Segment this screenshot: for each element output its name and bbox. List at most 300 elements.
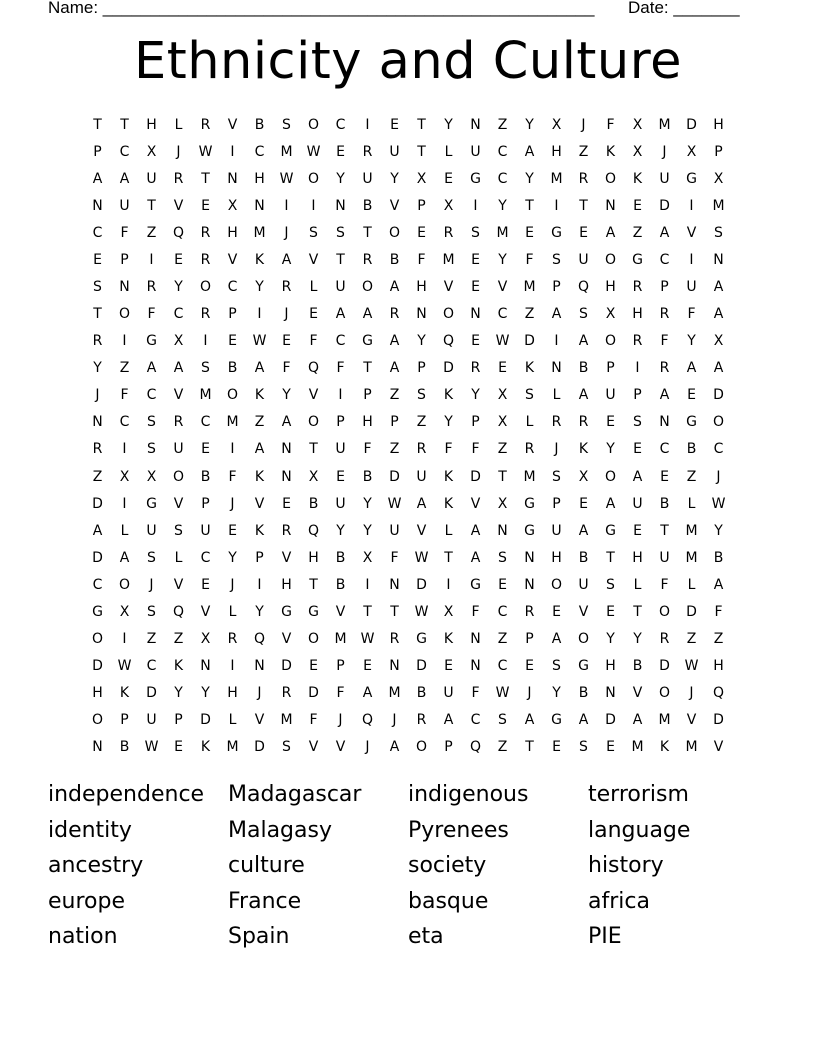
grid-letter[interactable]: X — [362, 549, 373, 566]
grid-letter[interactable]: Z — [416, 414, 427, 431]
grid-letter[interactable]: K — [119, 685, 130, 702]
grid-letter[interactable]: X — [416, 170, 427, 187]
grid-letter[interactable]: H — [416, 279, 427, 295]
grid-letter[interactable]: U — [119, 197, 130, 214]
grid-letter[interactable]: P — [714, 143, 723, 160]
grid-letter[interactable]: Y — [525, 170, 534, 187]
grid-letter[interactable]: R — [416, 712, 427, 729]
grid-letter[interactable]: Z — [497, 739, 508, 756]
grid-letter[interactable]: E — [201, 441, 210, 458]
grid-letter[interactable]: A — [605, 495, 616, 512]
grid-letter[interactable]: W — [387, 495, 402, 512]
grid-letter[interactable]: F — [525, 251, 534, 268]
grid-letter[interactable]: O — [658, 685, 671, 702]
grid-letter[interactable]: S — [579, 739, 588, 756]
grid-letter[interactable]: C — [497, 170, 508, 187]
grid-letter[interactable]: Y — [93, 360, 102, 377]
grid-letter[interactable]: E — [282, 333, 291, 350]
grid-letter[interactable]: F — [120, 387, 129, 404]
grid-letter[interactable]: V — [389, 197, 400, 214]
word-search-grid[interactable] — [84, 111, 732, 761]
grid-letter[interactable]: G — [308, 603, 319, 620]
grid-letter[interactable]: P — [120, 712, 129, 729]
grid-letter[interactable]: V — [308, 387, 319, 404]
grid-letter[interactable]: Y — [444, 116, 453, 133]
grid-letter[interactable]: N — [227, 170, 238, 187]
grid-letter[interactable]: X — [605, 306, 616, 323]
grid-letter[interactable]: Z — [713, 631, 724, 648]
grid-letter[interactable]: F — [228, 468, 237, 485]
grid-letter[interactable]: R — [470, 360, 481, 377]
grid-letter[interactable]: X — [497, 387, 508, 404]
grid-letter[interactable]: S — [282, 116, 291, 133]
grid-letter[interactable]: A — [713, 576, 724, 593]
grid-letter[interactable]: W — [495, 685, 510, 702]
grid-letter[interactable]: B — [578, 549, 589, 566]
grid-letter[interactable]: N — [416, 306, 427, 323]
grid-letter[interactable]: I — [338, 387, 343, 404]
grid-letter[interactable]: C — [200, 549, 211, 566]
grid-letter[interactable]: M — [496, 224, 509, 241]
grid-letter[interactable]: S — [498, 549, 507, 566]
grid-letter[interactable]: N — [470, 306, 481, 323]
grid-letter[interactable]: T — [363, 224, 372, 241]
grid-letter[interactable]: B — [335, 549, 346, 566]
grid-letter[interactable]: P — [363, 387, 372, 404]
grid-letter[interactable]: D — [659, 658, 670, 675]
grid-letter[interactable]: F — [471, 441, 480, 458]
grid-letter[interactable]: M — [442, 251, 455, 268]
grid-letter[interactable]: R — [281, 279, 292, 295]
grid-letter[interactable]: S — [552, 468, 561, 485]
grid-letter[interactable]: T — [417, 116, 426, 133]
grid-letter[interactable]: L — [174, 549, 183, 566]
date-field[interactable]: Date: _______ — [628, 0, 740, 17]
grid-letter[interactable]: O — [307, 116, 320, 133]
grid-letter[interactable]: T — [660, 522, 669, 539]
grid-letter[interactable]: A — [632, 468, 643, 485]
grid-letter[interactable]: J — [284, 306, 289, 323]
grid-letter[interactable]: R — [578, 170, 589, 187]
grid-letter[interactable]: A — [389, 333, 400, 350]
grid-letter[interactable]: C — [497, 603, 508, 620]
grid-letter[interactable]: M — [226, 414, 239, 431]
grid-letter[interactable]: X — [713, 333, 724, 350]
grid-letter[interactable]: U — [146, 712, 157, 729]
grid-letter[interactable]: N — [659, 414, 670, 431]
grid-letter[interactable]: B — [632, 658, 643, 675]
grid-letter[interactable]: Y — [363, 522, 372, 539]
grid-letter[interactable]: U — [443, 685, 454, 702]
grid-letter[interactable]: Z — [578, 143, 589, 160]
grid-letter[interactable]: R — [92, 441, 103, 458]
grid-letter[interactable]: T — [201, 170, 210, 187]
grid-letter[interactable]: A — [119, 549, 130, 566]
grid-letter[interactable]: P — [660, 279, 669, 295]
grid-letter[interactable]: E — [174, 739, 183, 756]
grid-letter[interactable]: U — [632, 495, 643, 512]
grid-letter[interactable]: A — [632, 712, 643, 729]
grid-letter[interactable]: I — [446, 576, 451, 593]
grid-letter[interactable]: Z — [389, 441, 400, 458]
grid-letter[interactable]: J — [176, 143, 181, 160]
grid-letter[interactable]: B — [578, 360, 589, 377]
grid-letter[interactable]: X — [551, 116, 562, 133]
grid-letter[interactable]: S — [147, 441, 156, 458]
grid-letter[interactable]: D — [659, 197, 670, 214]
grid-letter[interactable]: G — [551, 712, 562, 729]
grid-letter[interactable]: H — [713, 658, 724, 675]
grid-letter[interactable]: S — [471, 224, 480, 241]
grid-letter[interactable]: U — [551, 522, 562, 539]
grid-letter[interactable]: V — [254, 495, 265, 512]
grid-letter[interactable]: K — [524, 360, 535, 377]
grid-letter[interactable]: O — [550, 576, 563, 593]
grid-letter[interactable]: D — [92, 495, 103, 512]
grid-letter[interactable]: K — [254, 387, 265, 404]
grid-letter[interactable]: R — [659, 306, 670, 323]
grid-letter[interactable]: V — [281, 549, 292, 566]
grid-letter[interactable]: A — [389, 360, 400, 377]
grid-letter[interactable]: X — [632, 116, 643, 133]
grid-letter[interactable]: A — [281, 414, 292, 431]
grid-letter[interactable]: A — [578, 333, 589, 350]
grid-letter[interactable]: E — [309, 658, 318, 675]
grid-letter[interactable]: D — [713, 712, 724, 729]
grid-letter[interactable]: M — [712, 197, 725, 214]
grid-letter[interactable]: U — [335, 495, 346, 512]
grid-letter[interactable]: D — [524, 333, 535, 350]
grid-letter[interactable]: Y — [255, 603, 264, 620]
grid-letter[interactable]: U — [659, 549, 670, 566]
grid-letter[interactable]: Y — [390, 170, 399, 187]
grid-letter[interactable]: N — [281, 468, 292, 485]
grid-letter[interactable]: X — [200, 631, 211, 648]
grid-letter[interactable]: A — [713, 279, 724, 295]
grid-letter[interactable]: J — [257, 685, 262, 702]
grid-letter[interactable]: H — [362, 414, 373, 431]
grid-letter[interactable]: A — [254, 441, 265, 458]
grid-letter[interactable]: X — [146, 143, 157, 160]
grid-letter[interactable]: C — [659, 251, 670, 268]
grid-letter[interactable]: L — [552, 387, 561, 404]
grid-letter[interactable]: E — [201, 197, 210, 214]
grid-letter[interactable]: I — [635, 360, 640, 377]
grid-letter[interactable]: S — [309, 224, 318, 241]
grid-letter[interactable]: V — [497, 279, 508, 295]
grid-letter[interactable]: I — [554, 333, 559, 350]
grid-letter[interactable]: H — [227, 224, 238, 241]
grid-letter[interactable]: Y — [417, 333, 426, 350]
grid-letter[interactable]: C — [470, 712, 481, 729]
grid-letter[interactable]: T — [93, 116, 102, 133]
grid-letter[interactable]: V — [173, 197, 184, 214]
grid-letter[interactable]: E — [633, 522, 642, 539]
grid-letter[interactable]: E — [417, 224, 426, 241]
grid-letter[interactable]: E — [579, 224, 588, 241]
grid-letter[interactable]: E — [228, 522, 237, 539]
grid-letter[interactable]: G — [146, 333, 157, 350]
grid-letter[interactable]: O — [172, 468, 185, 485]
grid-letter[interactable]: M — [658, 116, 671, 133]
grid-letter[interactable]: N — [524, 549, 535, 566]
grid-letter[interactable]: A — [551, 306, 562, 323]
grid-letter[interactable]: E — [390, 116, 399, 133]
grid-letter[interactable]: G — [470, 170, 481, 187]
grid-letter[interactable]: G — [578, 658, 589, 675]
grid-letter[interactable]: O — [604, 170, 617, 187]
grid-letter[interactable]: E — [660, 468, 669, 485]
grid-letter[interactable]: E — [633, 441, 642, 458]
grid-letter[interactable]: I — [365, 576, 370, 593]
grid-letter[interactable]: C — [173, 306, 184, 323]
grid-letter[interactable]: R — [524, 603, 535, 620]
grid-letter[interactable]: Z — [389, 387, 400, 404]
grid-letter[interactable]: O — [307, 631, 320, 648]
grid-letter[interactable]: V — [578, 603, 589, 620]
grid-letter[interactable]: C — [335, 333, 346, 350]
grid-letter[interactable]: G — [281, 603, 292, 620]
grid-letter[interactable]: R — [173, 414, 184, 431]
grid-letter[interactable]: L — [444, 522, 453, 539]
grid-letter[interactable]: E — [93, 251, 102, 268]
grid-letter[interactable]: T — [363, 603, 372, 620]
grid-letter[interactable]: A — [443, 712, 454, 729]
grid-letter[interactable]: S — [606, 576, 615, 593]
grid-letter[interactable]: A — [470, 522, 481, 539]
grid-letter[interactable]: F — [336, 360, 345, 377]
grid-letter[interactable]: Z — [254, 414, 265, 431]
grid-letter[interactable]: J — [662, 143, 667, 160]
grid-letter[interactable]: F — [660, 333, 669, 350]
grid-letter[interactable]: F — [336, 685, 345, 702]
grid-letter[interactable]: Y — [714, 522, 723, 539]
grid-letter[interactable]: H — [551, 549, 562, 566]
grid-letter[interactable]: F — [390, 549, 399, 566]
grid-letter[interactable]: S — [552, 658, 561, 675]
grid-letter[interactable]: A — [470, 549, 481, 566]
grid-letter[interactable]: B — [119, 739, 130, 756]
grid-letter[interactable]: B — [335, 576, 346, 593]
grid-letter[interactable]: A — [659, 224, 670, 241]
grid-letter[interactable]: H — [605, 279, 616, 295]
grid-letter[interactable]: S — [633, 414, 642, 431]
grid-letter[interactable]: Q — [172, 603, 185, 620]
grid-letter[interactable]: A — [524, 143, 535, 160]
grid-letter[interactable]: Y — [282, 387, 291, 404]
grid-letter[interactable]: P — [390, 414, 399, 431]
grid-letter[interactable]: N — [470, 631, 481, 648]
grid-letter[interactable]: Z — [146, 224, 157, 241]
grid-letter[interactable]: W — [711, 495, 726, 512]
grid-letter[interactable]: V — [416, 522, 427, 539]
grid-letter[interactable]: Z — [92, 468, 103, 485]
grid-letter[interactable]: T — [417, 143, 426, 160]
grid-letter[interactable]: I — [689, 197, 694, 214]
grid-letter[interactable]: K — [632, 170, 643, 187]
grid-letter[interactable]: W — [252, 333, 267, 350]
grid-letter[interactable]: Q — [469, 739, 482, 756]
grid-letter[interactable]: U — [416, 468, 427, 485]
grid-letter[interactable]: B — [686, 441, 697, 458]
grid-letter[interactable]: N — [497, 522, 508, 539]
grid-letter[interactable]: F — [660, 576, 669, 593]
grid-letter[interactable]: F — [417, 251, 426, 268]
grid-letter[interactable]: C — [227, 279, 238, 295]
grid-letter[interactable]: R — [416, 441, 427, 458]
grid-letter[interactable]: T — [336, 251, 345, 268]
grid-letter[interactable]: B — [362, 468, 373, 485]
grid-letter[interactable]: N — [524, 576, 535, 593]
grid-letter[interactable]: D — [281, 658, 292, 675]
grid-letter[interactable]: M — [334, 631, 347, 648]
grid-letter[interactable]: A — [578, 387, 589, 404]
grid-letter[interactable]: C — [146, 387, 157, 404]
grid-letter[interactable]: R — [389, 306, 400, 323]
grid-letter[interactable]: F — [309, 333, 318, 350]
grid-letter[interactable]: R — [551, 414, 562, 431]
grid-letter[interactable]: Z — [632, 224, 643, 241]
grid-letter[interactable]: D — [470, 468, 481, 485]
grid-letter[interactable]: O — [442, 306, 455, 323]
grid-letter[interactable]: N — [551, 360, 562, 377]
grid-letter[interactable]: P — [417, 197, 426, 214]
grid-letter[interactable]: Q — [577, 279, 590, 295]
grid-letter[interactable]: R — [281, 522, 292, 539]
grid-letter[interactable]: D — [146, 685, 157, 702]
grid-letter[interactable]: A — [389, 739, 400, 756]
grid-letter[interactable]: H — [632, 306, 643, 323]
grid-letter[interactable]: O — [604, 468, 617, 485]
grid-letter[interactable]: R — [200, 116, 211, 133]
grid-letter[interactable]: T — [390, 603, 399, 620]
grid-letter[interactable]: C — [497, 143, 508, 160]
grid-letter[interactable]: E — [444, 658, 453, 675]
grid-letter[interactable]: M — [280, 143, 293, 160]
grid-letter[interactable]: O — [712, 414, 725, 431]
grid-letter[interactable]: V — [335, 739, 346, 756]
grid-letter[interactable]: F — [471, 685, 480, 702]
grid-letter[interactable]: J — [365, 739, 370, 756]
grid-letter[interactable]: P — [255, 549, 264, 566]
grid-letter[interactable]: I — [257, 576, 262, 593]
grid-letter[interactable]: A — [578, 712, 589, 729]
grid-letter[interactable]: K — [605, 143, 616, 160]
grid-letter[interactable]: M — [685, 549, 698, 566]
grid-letter[interactable]: T — [525, 197, 534, 214]
grid-letter[interactable]: E — [336, 468, 345, 485]
grid-letter[interactable]: P — [201, 495, 210, 512]
grid-letter[interactable]: I — [230, 658, 235, 675]
grid-letter[interactable]: E — [579, 495, 588, 512]
grid-letter[interactable]: U — [335, 279, 346, 295]
grid-letter[interactable]: I — [473, 197, 478, 214]
grid-letter[interactable]: Z — [524, 306, 535, 323]
grid-letter[interactable]: L — [687, 495, 696, 512]
grid-letter[interactable]: U — [173, 441, 184, 458]
grid-letter[interactable]: C — [119, 414, 130, 431]
grid-letter[interactable]: U — [146, 522, 157, 539]
grid-letter[interactable]: O — [604, 251, 617, 268]
grid-letter[interactable]: Q — [307, 360, 320, 377]
grid-letter[interactable]: Q — [172, 224, 185, 241]
grid-letter[interactable]: Y — [174, 685, 183, 702]
grid-letter[interactable]: R — [146, 279, 157, 295]
grid-letter[interactable]: P — [633, 387, 642, 404]
grid-letter[interactable]: X — [119, 468, 130, 485]
grid-letter[interactable]: B — [389, 251, 400, 268]
grid-letter[interactable]: P — [525, 631, 534, 648]
grid-letter[interactable]: O — [118, 576, 131, 593]
grid-letter[interactable]: Z — [173, 631, 184, 648]
grid-letter[interactable]: W — [144, 739, 159, 756]
grid-letter[interactable]: F — [471, 603, 480, 620]
grid-letter[interactable]: E — [687, 387, 696, 404]
grid-letter[interactable]: M — [631, 739, 644, 756]
grid-letter[interactable]: I — [230, 143, 235, 160]
grid-letter[interactable]: Z — [686, 631, 697, 648]
grid-letter[interactable]: V — [227, 116, 238, 133]
grid-letter[interactable]: N — [389, 576, 400, 593]
grid-letter[interactable]: R — [362, 251, 373, 268]
grid-letter[interactable]: T — [309, 441, 318, 458]
grid-letter[interactable]: Y — [336, 522, 345, 539]
grid-letter[interactable]: L — [444, 143, 453, 160]
grid-letter[interactable]: R — [173, 170, 184, 187]
grid-letter[interactable]: I — [689, 251, 694, 268]
grid-letter[interactable]: H — [713, 116, 724, 133]
grid-letter[interactable]: X — [443, 603, 454, 620]
grid-letter[interactable]: H — [146, 116, 157, 133]
grid-letter[interactable]: V — [686, 224, 697, 241]
grid-letter[interactable]: M — [523, 468, 536, 485]
grid-letter[interactable]: D — [686, 603, 697, 620]
grid-letter[interactable]: E — [471, 279, 480, 295]
grid-letter[interactable]: M — [550, 170, 563, 187]
grid-letter[interactable]: F — [606, 116, 615, 133]
grid-letter[interactable]: D — [416, 576, 427, 593]
grid-letter[interactable]: U — [605, 387, 616, 404]
grid-letter[interactable]: S — [336, 224, 345, 241]
grid-letter[interactable]: U — [686, 279, 697, 295]
grid-letter[interactable]: C — [254, 143, 265, 160]
grid-letter[interactable]: B — [200, 468, 211, 485]
grid-letter[interactable]: Q — [307, 522, 320, 539]
grid-letter[interactable]: S — [714, 224, 723, 241]
grid-letter[interactable]: K — [659, 739, 670, 756]
grid-letter[interactable]: C — [92, 576, 103, 593]
grid-letter[interactable]: A — [686, 360, 697, 377]
grid-letter[interactable]: V — [686, 712, 697, 729]
grid-letter[interactable]: X — [686, 143, 697, 160]
grid-letter[interactable]: D — [92, 658, 103, 675]
grid-letter[interactable]: P — [606, 360, 615, 377]
grid-letter[interactable]: E — [282, 495, 291, 512]
grid-letter[interactable]: C — [497, 658, 508, 675]
grid-letter[interactable]: D — [605, 712, 616, 729]
grid-letter[interactable]: K — [173, 658, 184, 675]
grid-letter[interactable]: O — [388, 224, 401, 241]
grid-letter[interactable]: H — [254, 170, 265, 187]
grid-letter[interactable]: J — [284, 224, 289, 241]
grid-letter[interactable]: M — [226, 739, 239, 756]
grid-letter[interactable]: X — [497, 414, 508, 431]
grid-letter[interactable]: A — [92, 522, 103, 539]
grid-letter[interactable]: K — [443, 631, 454, 648]
grid-letter[interactable]: Z — [497, 631, 508, 648]
grid-letter[interactable]: P — [417, 360, 426, 377]
grid-letter[interactable]: A — [362, 306, 373, 323]
